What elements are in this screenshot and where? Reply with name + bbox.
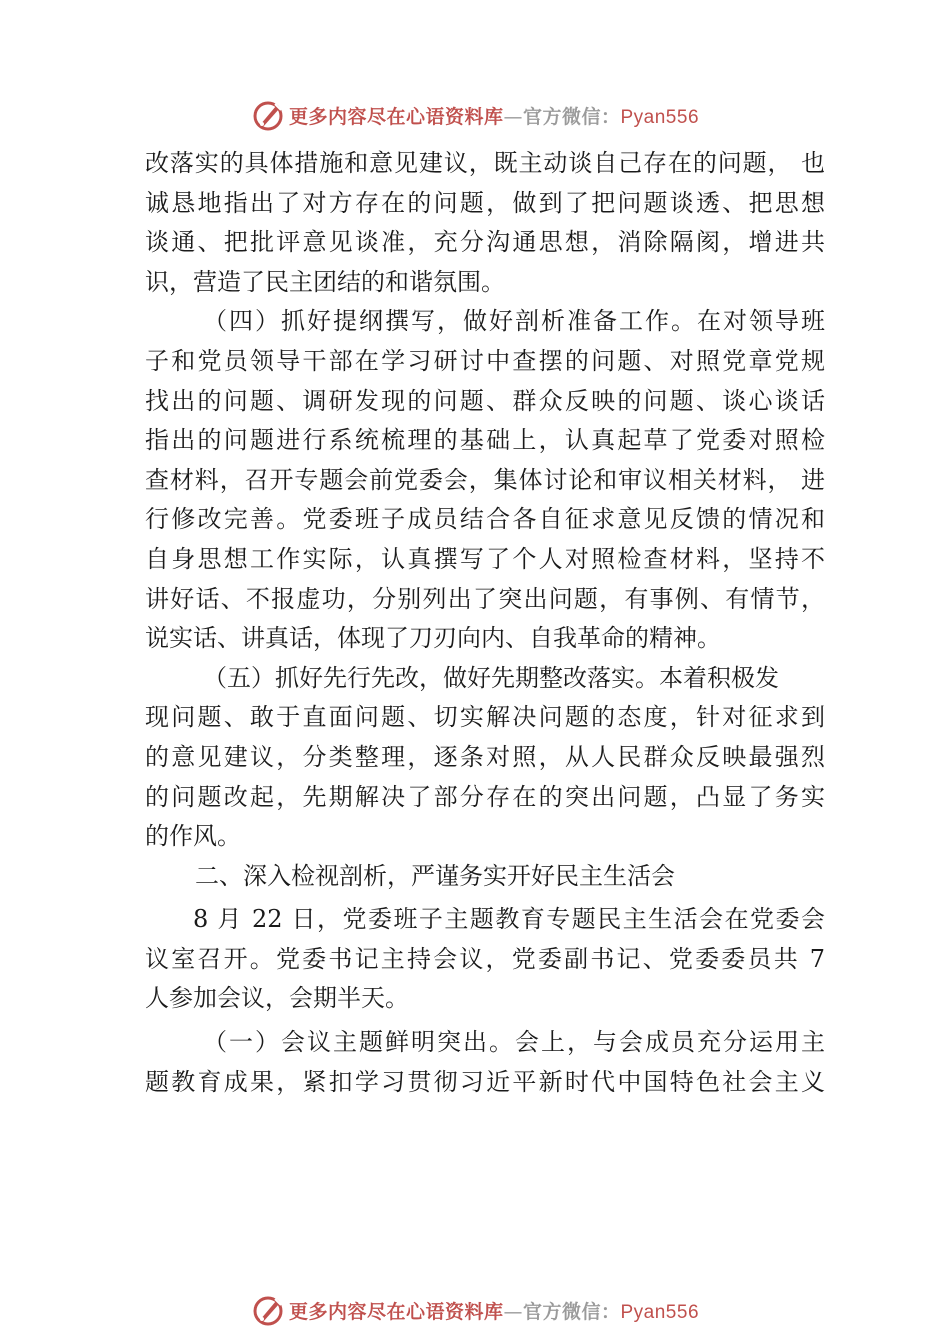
footer-wechat-id: Pyan556 — [620, 1301, 700, 1323]
text-line: 的作风。 — [145, 822, 241, 851]
pen-seal-logo-icon — [251, 1293, 285, 1327]
text-line: （一）会议主题鲜明突出。会上，与会成员充分运用主 — [203, 1028, 825, 1057]
paragraph — [145, 144, 825, 302]
text-line: 行修改完善。党委班子成员结合各自征求意见反馈的情况和 — [145, 505, 825, 534]
text-line: 查材料，召开专题会前党委会，集体讨论和审议相关材料， 进 — [145, 465, 825, 494]
paragraph — [145, 302, 825, 658]
text-line: 识，营造了民主团结的和谐氛围。 — [145, 267, 505, 296]
text-line: 的问题改起，先期解决了部分存在的突出问题，凸显了务实 — [145, 782, 825, 811]
text-line: 自身思想工作实际，认真撰写了个人对照检查材料，坚持不 — [145, 544, 825, 573]
text-line: 谈通、把批评意见谈准，充分沟通思想，消除隔阂，增进共 — [145, 228, 825, 257]
text-line: （四）抓好提纲撰写，做好剖析准备工作。在对领导班 — [203, 307, 825, 336]
text-line: 改落实的具体措施和意见建议，既主动谈自己存在的问题， 也 — [145, 149, 825, 177]
text-line: 诚恳地指出了对方存在的问题，做到了把问题谈透、把思想 — [145, 188, 825, 217]
heading-line: 二、深入检视剖析，严谨务实开好民主生活会 — [195, 861, 675, 890]
header-brand: 更多内容尽在心语资料库 — [288, 105, 504, 128]
text-line: 指出的问题进行系统梳理的基础上，认真起草了党委对照检 — [145, 426, 825, 455]
header-wechat-label: 官方微信： — [522, 105, 621, 128]
footer-brand: 更多内容尽在心语资料库 — [288, 1300, 504, 1323]
text-line: （五）抓好先行先改，做好先期整改落实。本着积极发 — [203, 663, 779, 692]
text-line: 议室召开。党委书记主持会议，党委副书记、党委委员共 7 — [145, 944, 825, 973]
paragraph — [145, 659, 825, 857]
paragraph — [145, 900, 825, 1019]
pen-seal-logo-icon — [251, 98, 285, 132]
footer-text — [289, 1297, 699, 1324]
footer-banner — [0, 1288, 950, 1332]
text-line: 人参加会议，会期半天。 — [145, 984, 409, 1013]
header-banner — [0, 93, 950, 137]
text-line: 子和党员领导干部在学习研讨中查摆的问题、对照党章党规 — [145, 346, 825, 375]
text-line: 讲好话、不报虚功，分别列出了突出问题，有事例、有情节， — [145, 584, 825, 613]
header-wechat-id: Pyan556 — [620, 106, 700, 128]
text-line: 8 月 22 日，党委班子主题教育专题民主生活会在党委会 — [193, 905, 825, 934]
text-line: 说实话、讲真话，体现了刀刃向内、自我革命的精神。 — [145, 624, 721, 653]
document-body — [145, 144, 825, 1102]
text-line: 的意见建议，分类整理，逐条对照，从人民群众反映最强烈 — [145, 742, 825, 771]
text-line: 找出的问题、调研发现的问题、群众反映的问题、谈心谈话 — [145, 386, 825, 415]
header-dash: — — [503, 105, 523, 128]
text-line: 现问题、敢于直面问题、切实解决问题的态度，针对征求到 — [145, 703, 825, 732]
header-text — [289, 102, 699, 129]
footer-dash: — — [503, 1300, 523, 1323]
section-heading — [145, 857, 825, 897]
paragraph — [145, 1023, 825, 1102]
footer-wechat-label: 官方微信： — [522, 1300, 621, 1323]
text-line: 题教育成果，紧扣学习贯彻习近平新时代中国特色社会主义 — [145, 1067, 825, 1096]
